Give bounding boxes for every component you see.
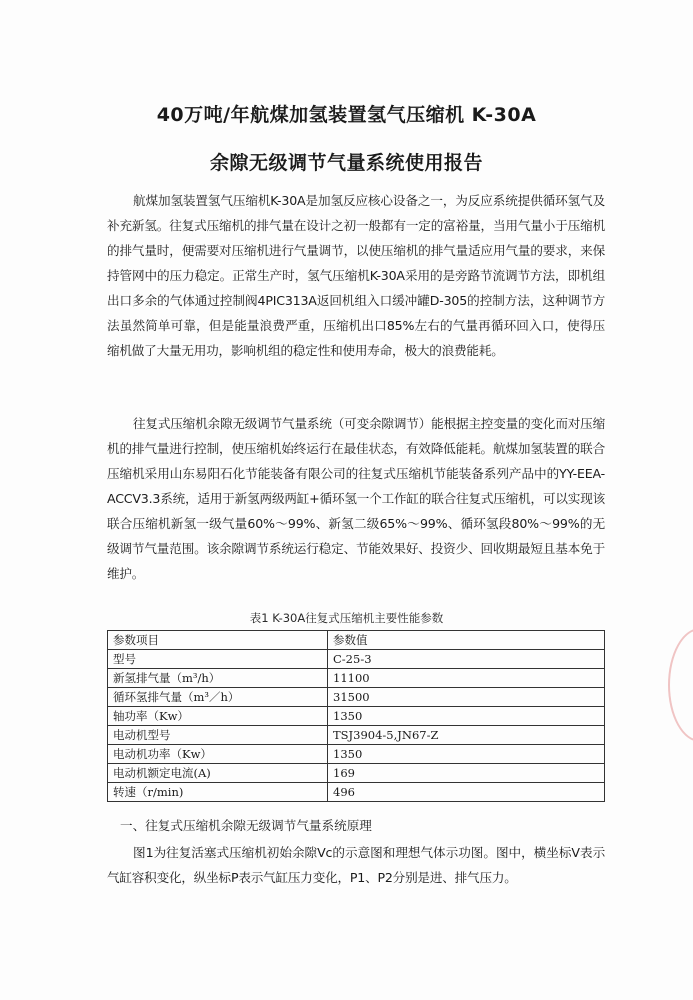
- table-header-cell: 参数值: [328, 631, 605, 650]
- paragraph-intro: 航煤加氢装置氢气压缩机K-30A是加氢反应核心设备之一，为反应系统提供循环氢气及补充新氢。往复式压缩机的排气量在设计之初一般都有一定的富裕量，当用气量小于压缩机的排气量时，便需要对压缩机进行气量调节，以使压缩机的排气量适应用气量的要求，来保持管网中的压力稳定。正常生产时，氢气压缩机K-30A采用的是旁路节流调节方法，即机组出口多余的气体通过控制阀4PIC313A返回机组入口缓冲罐D-305的控制方法，这种调节方法虽然简单可靠，但是能量浪费严重，压缩机出口85%左右的气量再循环回入口，使得压缩机做了大量无用功，影响机组的稳定性和使用寿命，极大的浪费能耗。: [107, 193, 605, 358]
- table-caption: 表1 K-30A往复式压缩机主要性能参数: [249, 611, 444, 625]
- table-cell-param: 电动机功率（Kw）: [108, 745, 328, 764]
- table-cell-param: 电动机额定电流(A): [108, 764, 328, 783]
- table-row: [108, 745, 605, 764]
- performance-parameters-table: [107, 630, 605, 802]
- document-title-line1: 40万吨/年航煤加氢装置氢气压缩机 K-30A: [156, 104, 537, 126]
- table-cell-param: 循环氢排气量（m³／h）: [108, 688, 328, 707]
- table-row: [108, 783, 605, 802]
- table-cell-value: 11100: [328, 669, 605, 688]
- table-row: [108, 669, 605, 688]
- table-cell-value: 169: [328, 764, 605, 783]
- table-cell-value: TSJ3904-5,JN67-Z: [328, 726, 605, 745]
- table-cell-param: 新氢排气量（m³/h）: [108, 669, 328, 688]
- table-row: [108, 688, 605, 707]
- table-cell-value: C-25-3: [328, 650, 605, 669]
- table-row: [108, 650, 605, 669]
- table-cell-value: 1350: [328, 707, 605, 726]
- table-cell-param: 转速（r/min): [108, 783, 328, 802]
- table-row: [108, 707, 605, 726]
- table-cell-value: 31500: [328, 688, 605, 707]
- table-cell-value: 1350: [328, 745, 605, 764]
- table-header-row: [108, 631, 605, 650]
- paragraph-principle: 图1为往复活塞式压缩机初始余隙Vc的示意图和理想气体示功图。图中，横坐标V表示气缸容积变化，纵坐标P表示气缸压力变化，P1、P2分别是进、排气压力。: [107, 845, 605, 885]
- table-cell-param: 轴功率（Kw）: [108, 707, 328, 726]
- table-cell-param: 型号: [108, 650, 328, 669]
- table-cell-param: 电动机型号: [108, 726, 328, 745]
- table-cell-value: 496: [328, 783, 605, 802]
- paragraph-system-description: 往复式压缩机余隙无级调节气量系统（可变余隙调节）能根据主控变量的变化而对压缩机的排气量进行控制，使压缩机始终运行在最佳状态，有效降低能耗。航煤加氢装置的联合压缩机采用山东易阳石化节能装备有限公司的往复式压缩机节能装备系列产品中的YY-EEA-ACCV3.3系统，适用于新氢两级两缸+循环氢一个工作缸的联合往复式压缩机，可以实现该联合压缩机新氢一级气量60%～99%、新氢二级65%～99%、循环氢段80%～99%的无级调节气量范围。该余隙调节系统运行稳定、节能效果好、投资少、回收期最短且基本免于维护。: [107, 416, 605, 581]
- document-title-line2: 余隙无级调节气量系统使用报告: [209, 152, 483, 174]
- table-row: [108, 726, 605, 745]
- table-row: [108, 764, 605, 783]
- table-header-cell: 参数项目: [108, 631, 328, 650]
- section-heading: 一、往复式压缩机余隙无级调节气量系统原理: [120, 818, 372, 833]
- red-seal-stamp: [668, 628, 693, 742]
